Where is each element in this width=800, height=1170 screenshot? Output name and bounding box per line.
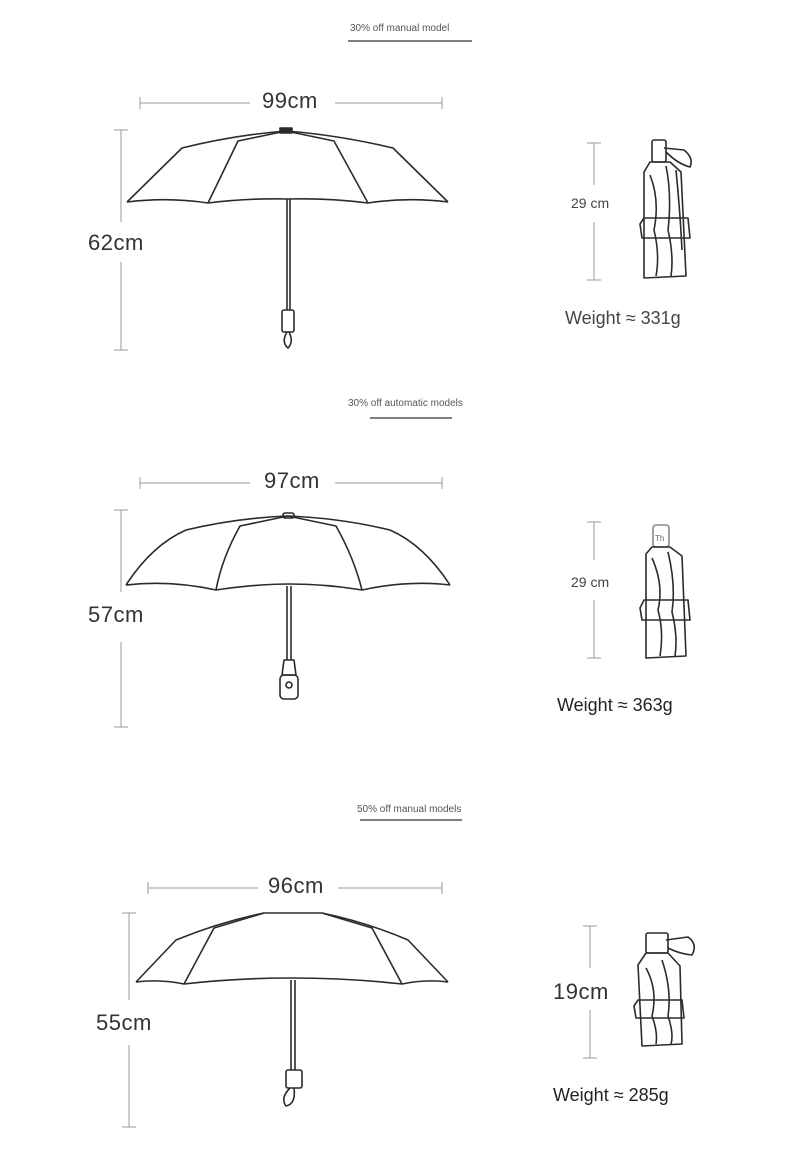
- section-3-weight-label: Weight ≈ 285g: [553, 1085, 669, 1105]
- section-2-cap-mark: Th: [655, 534, 665, 543]
- section-2-title: 30% off automatic models: [348, 398, 463, 409]
- section-1-width-label: 99cm: [262, 88, 318, 113]
- section-3-folded-length-label: 19cm: [553, 979, 609, 1004]
- section-3-title: 50% off manual models: [357, 804, 462, 815]
- section-1-folded-length-label: 29 cm: [571, 195, 610, 211]
- open-umbrella-drawing: [127, 128, 448, 348]
- section-3-width-label: 96cm: [268, 873, 324, 898]
- open-umbrella-drawing: [126, 513, 450, 699]
- section-2-folded-length-label: 29 cm: [571, 574, 610, 590]
- section-2-weight-label: Weight ≈ 363g: [557, 695, 673, 715]
- folded-umbrella-drawing: [587, 522, 690, 658]
- section-1-weight-label: Weight ≈ 331g: [565, 308, 681, 328]
- section-2-width-label: 97cm: [264, 468, 320, 493]
- open-umbrella-drawing: [136, 913, 448, 1106]
- section-2-drawing: [114, 418, 690, 727]
- section-3-height-label: 55cm: [96, 1010, 152, 1035]
- section-2-height-label: 57cm: [88, 602, 144, 627]
- section-1-title: 30% off manual model: [350, 23, 450, 34]
- section-1-height-label: 62cm: [88, 230, 144, 255]
- section-3-drawing: [122, 820, 694, 1127]
